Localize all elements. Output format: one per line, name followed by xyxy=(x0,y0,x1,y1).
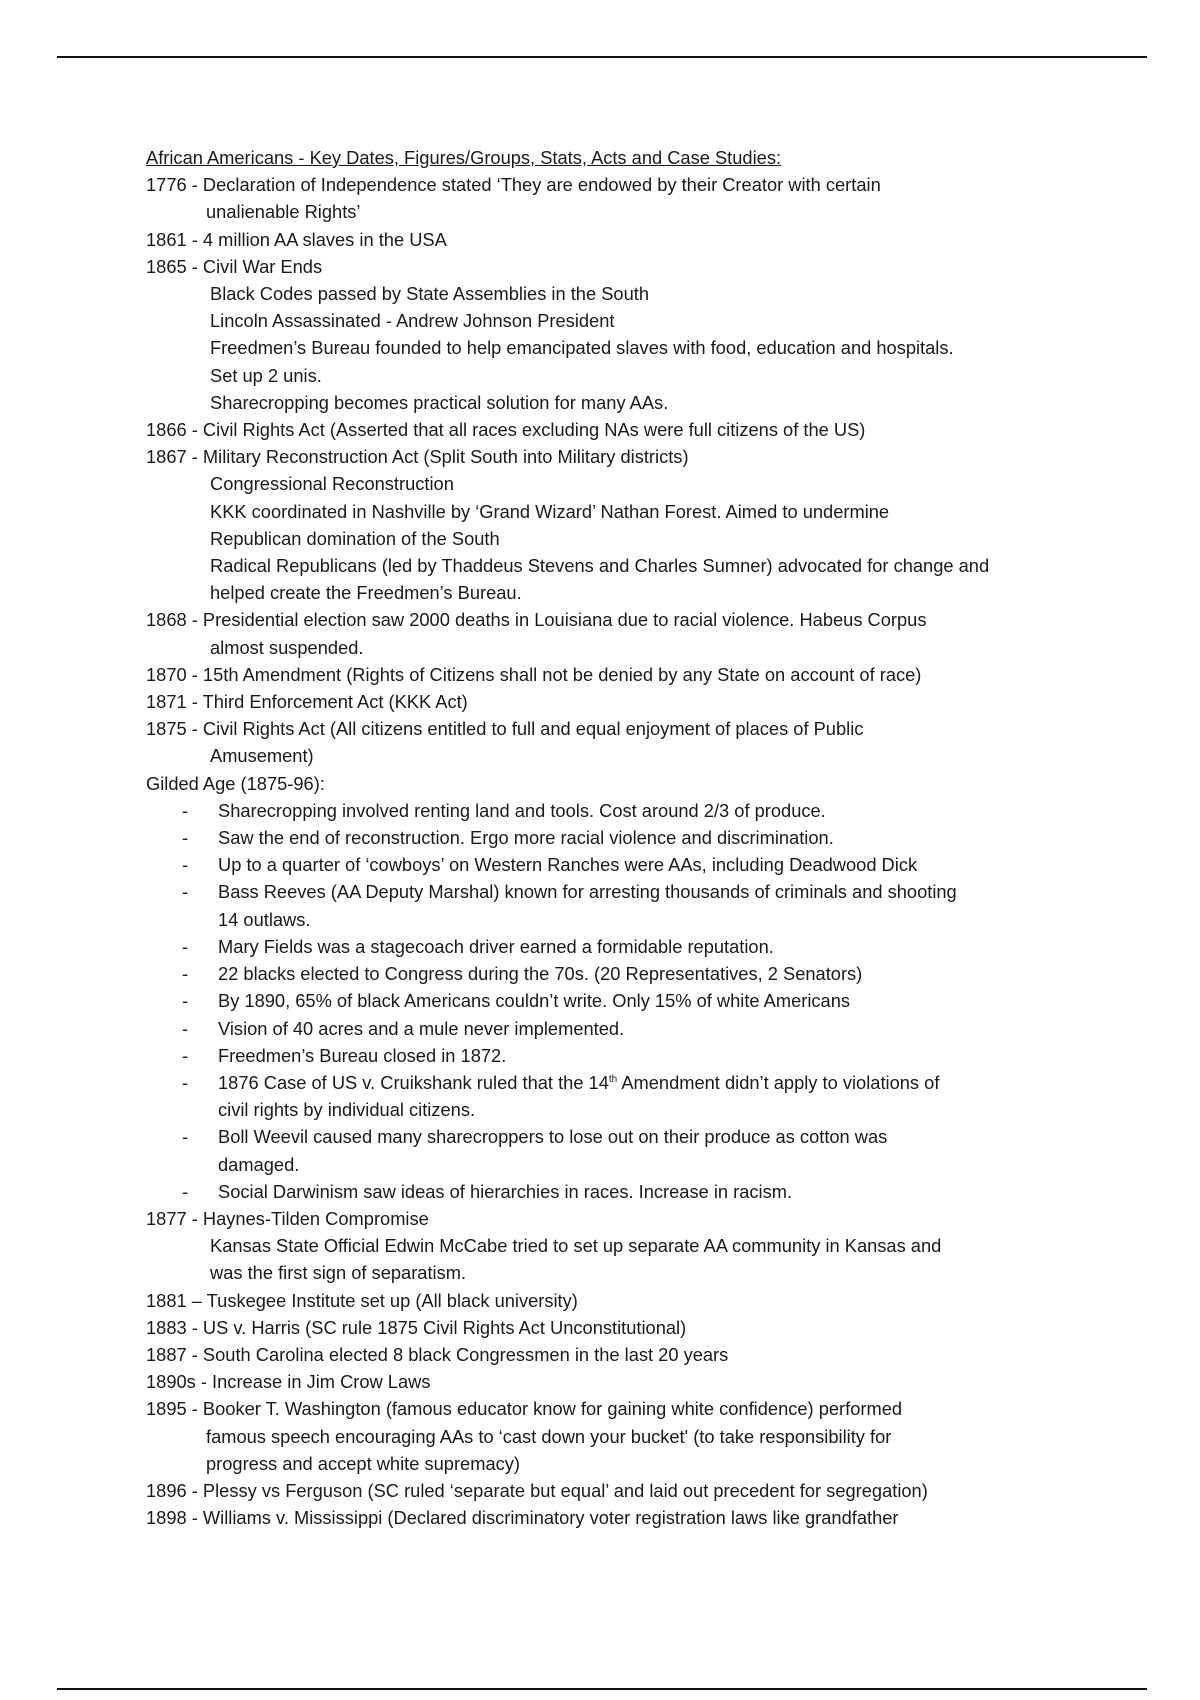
list-item xyxy=(146,1042,1066,1069)
text-line: Radical Republicans (led by Thaddeus Stevens and Charles Sumner) advocated for change and xyxy=(210,555,990,577)
text-line: unalienable Rights’ xyxy=(206,201,361,223)
list-item xyxy=(146,1178,1066,1205)
list-item xyxy=(146,1015,1066,1042)
bullet-dash: - xyxy=(182,1180,189,1202)
list-item-text: Mary Fields was a stagecoach driver earned a formidable reputation. xyxy=(218,935,774,957)
bullet-dash: - xyxy=(182,990,189,1012)
list-item-text: Amendment didn’t apply to violations of xyxy=(617,1071,940,1093)
list-item-text: Bass Reeves (AA Deputy Marshal) known for arresting thousands of criminals and shooting xyxy=(218,881,957,903)
text-line: 1875 - Civil Rights Act (All citizens entitled to full and equal enjoyment of places of Public xyxy=(146,718,864,740)
text-line: 1881 – Tuskegee Institute set up (All black university) xyxy=(146,1289,578,1311)
list-item xyxy=(146,933,1066,960)
list-item xyxy=(146,878,1066,905)
list-item xyxy=(146,1123,1066,1150)
text-line: Kansas State Official Edwin McCabe tried to set up separate AA community in Kansas and xyxy=(210,1235,942,1257)
list-item-text: 22 blacks elected to Congress during the 70s. (20 Representatives, 2 Senators) xyxy=(218,963,863,985)
text-line: 1776 - Declaration of Independence stated ‘They are endowed by their Creator with certain xyxy=(146,174,881,196)
bullet-dash: - xyxy=(182,1126,189,1148)
text-line: helped create the Freedmen’s Bureau. xyxy=(210,582,522,604)
text-line: Sharecropping becomes practical solution for many AAs. xyxy=(210,391,669,413)
bullet-dash: - xyxy=(182,963,189,985)
bullet-dash: - xyxy=(182,854,189,876)
text-line: 1866 - Civil Rights Act (Asserted that all races excluding NAs were full citizens of the US) xyxy=(146,419,866,441)
page-title: African Americans - Key Dates, Figures/Groups, Stats, Acts and Case Studies: xyxy=(146,147,782,168)
list-item xyxy=(146,824,1066,851)
document-body xyxy=(146,144,1066,1531)
list-item xyxy=(146,1069,1066,1096)
text-line: 1883 - US v. Harris (SC rule 1875 Civil Rights Act Unconstitutional) xyxy=(146,1316,687,1338)
bullet-dash: - xyxy=(182,881,189,903)
list-item-continuation: damaged. xyxy=(218,1153,300,1175)
list-item-text: Saw the end of reconstruction. Ergo more racial violence and discrimination. xyxy=(218,827,834,849)
list-item-text: Social Darwinism saw ideas of hierarchies in races. Increase in racism. xyxy=(218,1180,793,1202)
text-line: Amusement) xyxy=(210,745,314,767)
text-line: 1898 - Williams v. Mississippi (Declared discriminatory voter registration laws like grandfather xyxy=(146,1507,899,1529)
list-item-text: Vision of 40 acres and a mule never implemented. xyxy=(218,1017,625,1039)
list-item xyxy=(146,960,1066,987)
text-line: famous speech encouraging AAs to ‘cast down your bucket' (to take responsibility for xyxy=(206,1425,892,1447)
text-line: 1887 - South Carolina elected 8 black Congressmen in the last 20 years xyxy=(146,1343,729,1365)
text-line: 1871 - Third Enforcement Act (KKK Act) xyxy=(146,691,468,713)
list-item-continuation: 14 outlaws. xyxy=(218,908,311,930)
bullet-dash: - xyxy=(182,827,189,849)
text-line: 1865 - Civil War Ends xyxy=(146,255,323,277)
text-line: progress and accept white supremacy) xyxy=(206,1452,520,1474)
header-rule xyxy=(57,56,1147,58)
text-line: Republican domination of the South xyxy=(210,527,500,549)
superscript: th xyxy=(608,1073,618,1085)
text-line: 1877 - Haynes-Tilden Compromise xyxy=(146,1207,429,1229)
list-item-continuation: civil rights by individual citizens. xyxy=(218,1099,476,1121)
footer-rule xyxy=(57,1688,1147,1690)
text-line: 1868 - Presidential election saw 2000 deaths in Louisiana due to racial violence. Habeus Corpus xyxy=(146,609,927,631)
section-heading: Gilded Age (1875-96): xyxy=(146,772,325,794)
text-line: was the first sign of separatism. xyxy=(210,1262,467,1284)
text-line: 1895 - Booker T. Washington (famous educator know for gaining white confidence) performed xyxy=(146,1398,903,1420)
list-item xyxy=(146,797,1066,824)
bullet-dash: - xyxy=(182,1044,189,1066)
list-item xyxy=(146,987,1066,1014)
bullet-dash: - xyxy=(182,1017,189,1039)
text-line: Congressional Reconstruction xyxy=(210,473,454,495)
bullet-dash: - xyxy=(182,935,189,957)
text-line: Black Codes passed by State Assemblies in the South xyxy=(210,283,649,305)
text-line: Set up 2 unis. xyxy=(210,364,322,386)
bullet-dash: - xyxy=(182,1071,189,1093)
text-line: 1870 - 15th Amendment (Rights of Citizens shall not be denied by any State on account of race) xyxy=(146,663,922,685)
text-line: Lincoln Assassinated - Andrew Johnson President xyxy=(210,310,615,332)
list-item-text: 1876 Case of US v. Cruikshank ruled that the 14 xyxy=(218,1071,609,1093)
bullet-dash: - xyxy=(182,799,189,821)
list-item-text: Boll Weevil caused many sharecroppers to lose out on their produce as cotton was xyxy=(218,1126,888,1148)
text-line: KKK coordinated in Nashville by ‘Grand Wizard’ Nathan Forest. Aimed to undermine xyxy=(210,500,890,522)
list-item xyxy=(146,851,1066,878)
list-item-text: Up to a quarter of ‘cowboys’ on Western Ranches were AAs, including Deadwood Dick xyxy=(218,854,918,876)
list-item-text: Freedmen’s Bureau closed in 1872. xyxy=(218,1044,507,1066)
text-line: Freedmen’s Bureau founded to help emancipated slaves with food, education and hospitals. xyxy=(210,337,954,359)
text-line: 1867 - Military Reconstruction Act (Split South into Military districts) xyxy=(146,446,689,468)
text-line: almost suspended. xyxy=(210,636,364,658)
text-line: 1861 - 4 million AA slaves in the USA xyxy=(146,228,447,250)
list-item-text: By 1890, 65% of black Americans couldn’t write. Only 15% of white Americans xyxy=(218,990,851,1012)
text-line: 1896 - Plessy vs Ferguson (SC ruled ‘separate but equal’ and laid out precedent for segregation) xyxy=(146,1479,928,1501)
text-line: 1890s - Increase in Jim Crow Laws xyxy=(146,1371,431,1393)
list-item-text: Sharecropping involved renting land and tools. Cost around 2/3 of produce. xyxy=(218,799,826,821)
